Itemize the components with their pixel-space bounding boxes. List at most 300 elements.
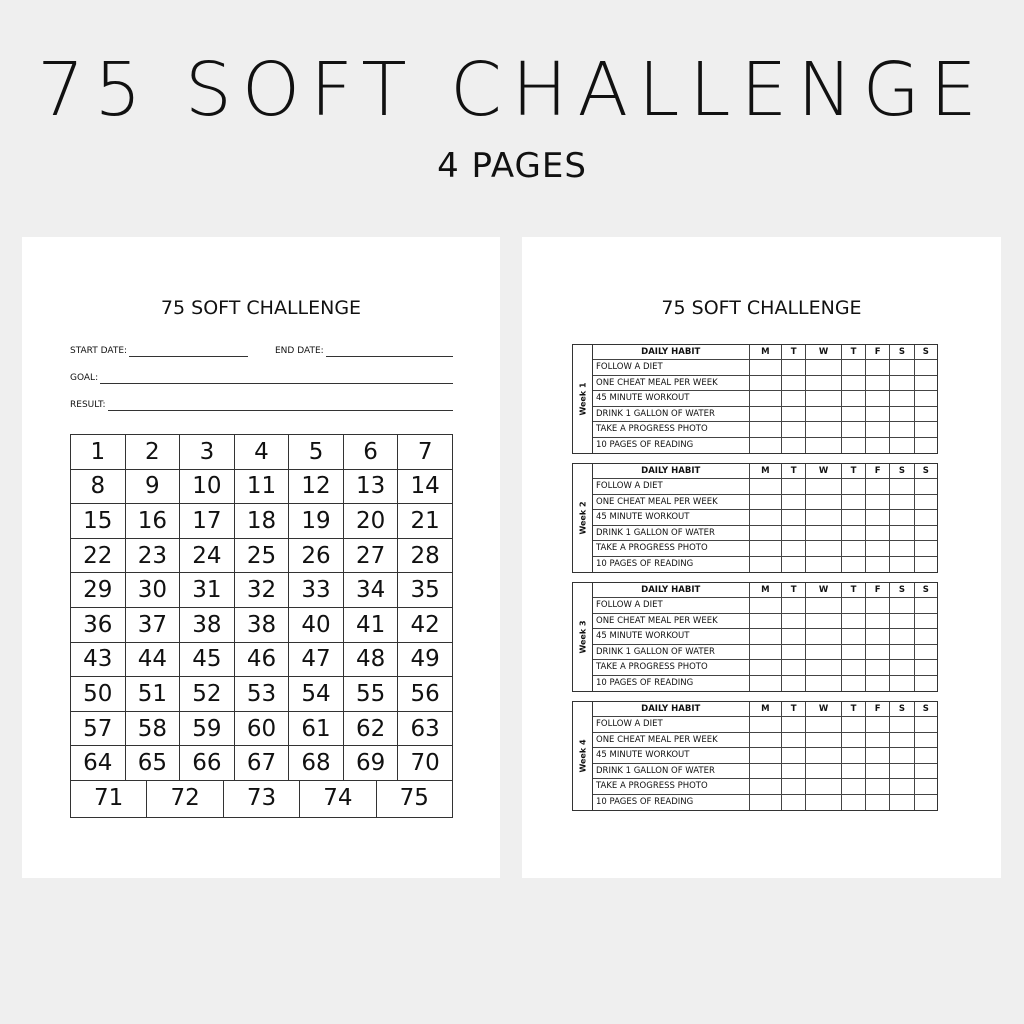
day-cell[interactable]: 60 bbox=[234, 711, 289, 746]
habit-check-cell[interactable] bbox=[782, 779, 806, 795]
day-cell[interactable]: 70 bbox=[398, 746, 453, 781]
habit-check-cell[interactable] bbox=[782, 598, 806, 614]
habit-check-cell[interactable] bbox=[806, 779, 842, 795]
day-cell[interactable]: 35 bbox=[398, 573, 453, 608]
day-header: F bbox=[866, 583, 890, 598]
goal-label: GOAL: bbox=[70, 373, 99, 383]
habit-check-cell[interactable] bbox=[749, 717, 782, 733]
week-label-column bbox=[573, 345, 593, 453]
day-cell[interactable]: 12 bbox=[289, 469, 344, 504]
habit-check-cell[interactable] bbox=[890, 556, 915, 572]
habit-check-cell[interactable] bbox=[841, 422, 865, 438]
habit-check-cell[interactable] bbox=[866, 675, 890, 691]
habit-check-cell[interactable] bbox=[806, 613, 842, 629]
habit-check-cell[interactable] bbox=[749, 779, 782, 795]
habit-check-cell[interactable] bbox=[914, 525, 937, 541]
habit-check-cell[interactable] bbox=[866, 629, 890, 645]
habit-check-cell[interactable] bbox=[890, 794, 915, 810]
habit-check-cell[interactable] bbox=[914, 675, 937, 691]
day-cell[interactable]: 49 bbox=[398, 642, 453, 677]
habit-check-cell[interactable] bbox=[890, 479, 915, 495]
habit-check-cell[interactable] bbox=[841, 494, 865, 510]
start-date-field[interactable] bbox=[70, 343, 248, 357]
day-cell[interactable]: 15 bbox=[71, 504, 126, 539]
habit-check-cell[interactable] bbox=[782, 437, 806, 453]
day-cell[interactable]: 69 bbox=[343, 746, 398, 781]
habit-check-cell[interactable] bbox=[841, 391, 865, 407]
day-cell[interactable]: 50 bbox=[71, 677, 126, 712]
habit-check-cell[interactable] bbox=[866, 794, 890, 810]
habit-table bbox=[593, 464, 937, 572]
day-cell[interactable]: 26 bbox=[289, 538, 344, 573]
habit-check-cell[interactable] bbox=[841, 779, 865, 795]
day-cell[interactable]: 62 bbox=[343, 711, 398, 746]
habit-check-cell[interactable] bbox=[914, 644, 937, 660]
habit-check-cell[interactable] bbox=[841, 510, 865, 526]
day-header: T bbox=[841, 583, 865, 598]
habit-check-cell[interactable] bbox=[841, 556, 865, 572]
habit-check-cell[interactable] bbox=[806, 437, 842, 453]
habit-check-cell[interactable] bbox=[841, 644, 865, 660]
habit-check-cell[interactable] bbox=[806, 629, 842, 645]
habit-check-cell[interactable] bbox=[782, 375, 806, 391]
habit-check-cell[interactable] bbox=[890, 360, 915, 376]
habit-check-cell[interactable] bbox=[806, 494, 842, 510]
day-cell[interactable]: 28 bbox=[398, 538, 453, 573]
habit-check-cell[interactable] bbox=[806, 510, 842, 526]
day-cell[interactable]: 58 bbox=[125, 711, 180, 746]
day-cell[interactable]: 45 bbox=[180, 642, 235, 677]
habit-check-cell[interactable] bbox=[806, 525, 842, 541]
habit-check-cell[interactable] bbox=[806, 375, 842, 391]
habit-check-cell[interactable] bbox=[890, 375, 915, 391]
week-table bbox=[572, 701, 938, 811]
day-cell[interactable]: 65 bbox=[125, 746, 180, 781]
habit-check-cell[interactable] bbox=[866, 613, 890, 629]
day-cell[interactable]: 63 bbox=[398, 711, 453, 746]
habit-check-cell[interactable] bbox=[866, 422, 890, 438]
day-cell[interactable]: 64 bbox=[71, 746, 126, 781]
habit-label: TAKE A PROGRESS PHOTO bbox=[593, 779, 749, 795]
habit-table bbox=[593, 345, 937, 453]
day-cell[interactable]: 32 bbox=[234, 573, 289, 608]
day-cell[interactable]: 3 bbox=[180, 435, 235, 470]
habit-check-cell[interactable] bbox=[890, 422, 915, 438]
daily-habit-header: DAILY HABIT bbox=[593, 702, 749, 717]
habit-check-cell[interactable] bbox=[914, 748, 937, 764]
habit-check-cell[interactable] bbox=[749, 660, 782, 676]
habit-check-cell[interactable] bbox=[782, 494, 806, 510]
week-label-column bbox=[573, 464, 593, 572]
habit-row bbox=[593, 598, 937, 614]
habit-check-cell[interactable] bbox=[749, 360, 782, 376]
day-cell[interactable]: 10 bbox=[180, 469, 235, 504]
day-cell[interactable]: 66 bbox=[180, 746, 235, 781]
habit-check-cell[interactable] bbox=[914, 406, 937, 422]
habit-check-cell[interactable] bbox=[806, 598, 842, 614]
habit-check-cell[interactable] bbox=[806, 541, 842, 557]
day-cell[interactable]: 38 bbox=[234, 607, 289, 642]
habit-check-cell[interactable] bbox=[841, 675, 865, 691]
habit-check-cell[interactable] bbox=[841, 613, 865, 629]
day-header: M bbox=[749, 464, 782, 479]
habit-check-cell[interactable] bbox=[866, 541, 890, 557]
habit-check-cell[interactable] bbox=[890, 644, 915, 660]
day-cell[interactable]: 20 bbox=[343, 504, 398, 539]
habit-label: FOLLOW A DIET bbox=[593, 717, 749, 733]
habit-check-cell[interactable] bbox=[841, 717, 865, 733]
habit-label: 45 MINUTE WORKOUT bbox=[593, 629, 749, 645]
day-cell[interactable]: 42 bbox=[398, 607, 453, 642]
habit-check-cell[interactable] bbox=[782, 717, 806, 733]
habit-check-cell[interactable] bbox=[866, 598, 890, 614]
habit-check-cell[interactable] bbox=[890, 660, 915, 676]
habit-check-cell[interactable] bbox=[890, 598, 915, 614]
week-label-column bbox=[573, 702, 593, 810]
habit-check-cell[interactable] bbox=[782, 613, 806, 629]
week-label: Week 4 bbox=[578, 739, 587, 773]
day-cell[interactable]: 19 bbox=[289, 504, 344, 539]
habit-check-cell[interactable] bbox=[782, 525, 806, 541]
habit-check-cell[interactable] bbox=[749, 494, 782, 510]
habit-check-cell[interactable] bbox=[866, 748, 890, 764]
habit-check-cell[interactable] bbox=[806, 644, 842, 660]
habit-check-cell[interactable] bbox=[866, 360, 890, 376]
habit-check-cell[interactable] bbox=[749, 510, 782, 526]
habit-check-cell[interactable] bbox=[749, 629, 782, 645]
habit-check-cell[interactable] bbox=[841, 437, 865, 453]
habit-row bbox=[593, 717, 937, 733]
day-header: T bbox=[782, 464, 806, 479]
habit-check-cell[interactable] bbox=[890, 779, 915, 795]
day-cell[interactable]: 27 bbox=[343, 538, 398, 573]
day-cell[interactable]: 61 bbox=[289, 711, 344, 746]
habit-check-cell[interactable] bbox=[806, 748, 842, 764]
habit-check-cell[interactable] bbox=[890, 732, 915, 748]
habit-check-cell[interactable] bbox=[866, 732, 890, 748]
day-header: M bbox=[749, 345, 782, 360]
habit-label: 45 MINUTE WORKOUT bbox=[593, 748, 749, 764]
day-header: F bbox=[866, 345, 890, 360]
day-cell[interactable]: 36 bbox=[71, 607, 126, 642]
goal-field[interactable] bbox=[70, 370, 453, 384]
habit-check-cell[interactable] bbox=[782, 391, 806, 407]
habit-check-cell[interactable] bbox=[806, 479, 842, 495]
day-cell[interactable]: 68 bbox=[289, 746, 344, 781]
habit-check-cell[interactable] bbox=[890, 763, 915, 779]
habit-check-cell[interactable] bbox=[806, 732, 842, 748]
habit-check-cell[interactable] bbox=[890, 541, 915, 557]
habit-check-cell[interactable] bbox=[914, 391, 937, 407]
habit-check-cell[interactable] bbox=[806, 422, 842, 438]
habit-check-cell[interactable] bbox=[749, 748, 782, 764]
day-cell[interactable]: 75 bbox=[376, 780, 452, 817]
habit-label: 10 PAGES OF READING bbox=[593, 794, 749, 810]
habit-check-cell[interactable] bbox=[866, 494, 890, 510]
end-date-field[interactable] bbox=[275, 343, 453, 357]
habit-check-cell[interactable] bbox=[890, 629, 915, 645]
day-cell[interactable]: 33 bbox=[289, 573, 344, 608]
habit-check-cell[interactable] bbox=[914, 779, 937, 795]
habit-check-cell[interactable] bbox=[782, 360, 806, 376]
habit-row bbox=[593, 479, 937, 495]
day-cell[interactable]: 44 bbox=[125, 642, 180, 677]
habit-check-cell[interactable] bbox=[890, 613, 915, 629]
habit-check-cell[interactable] bbox=[914, 629, 937, 645]
habit-check-cell[interactable] bbox=[841, 541, 865, 557]
tracker-page bbox=[22, 237, 500, 878]
habit-check-cell[interactable] bbox=[890, 748, 915, 764]
habit-check-cell[interactable] bbox=[782, 732, 806, 748]
habit-check-cell[interactable] bbox=[749, 644, 782, 660]
habit-check-cell[interactable] bbox=[782, 541, 806, 557]
habit-check-cell[interactable] bbox=[866, 644, 890, 660]
day-header: S bbox=[890, 345, 915, 360]
habit-check-cell[interactable] bbox=[914, 510, 937, 526]
day-cell[interactable]: 13 bbox=[343, 469, 398, 504]
day-cell[interactable]: 71 bbox=[71, 780, 147, 817]
habit-check-cell[interactable] bbox=[841, 748, 865, 764]
habit-check-cell[interactable] bbox=[914, 422, 937, 438]
day-cell[interactable]: 11 bbox=[234, 469, 289, 504]
day-cell[interactable]: 18 bbox=[234, 504, 289, 539]
day-cell[interactable]: 40 bbox=[289, 607, 344, 642]
day-cell[interactable]: 56 bbox=[398, 677, 453, 712]
habit-check-cell[interactable] bbox=[866, 406, 890, 422]
habit-check-cell[interactable] bbox=[914, 717, 937, 733]
habit-check-cell[interactable] bbox=[914, 494, 937, 510]
habit-check-cell[interactable] bbox=[890, 391, 915, 407]
week-label: Week 3 bbox=[578, 620, 587, 654]
day-grid-row bbox=[71, 573, 453, 608]
habit-check-cell[interactable] bbox=[914, 763, 937, 779]
day-cell[interactable]: 53 bbox=[234, 677, 289, 712]
day-cell[interactable]: 38 bbox=[180, 607, 235, 642]
habit-check-cell[interactable] bbox=[749, 541, 782, 557]
day-cell[interactable]: 52 bbox=[180, 677, 235, 712]
habit-check-cell[interactable] bbox=[841, 732, 865, 748]
habit-row bbox=[593, 556, 937, 572]
habit-check-cell[interactable] bbox=[749, 613, 782, 629]
habit-check-cell[interactable] bbox=[841, 660, 865, 676]
habit-check-cell[interactable] bbox=[806, 675, 842, 691]
habit-check-cell[interactable] bbox=[866, 391, 890, 407]
day-cell[interactable]: 67 bbox=[234, 746, 289, 781]
habit-check-cell[interactable] bbox=[749, 422, 782, 438]
habit-check-cell[interactable] bbox=[782, 510, 806, 526]
day-cell[interactable]: 31 bbox=[180, 573, 235, 608]
habit-check-cell[interactable] bbox=[866, 763, 890, 779]
day-grid-row bbox=[71, 677, 453, 712]
day-cell[interactable]: 74 bbox=[300, 780, 376, 817]
habit-check-cell[interactable] bbox=[890, 437, 915, 453]
habit-check-cell[interactable] bbox=[782, 629, 806, 645]
day-cell[interactable]: 7 bbox=[398, 435, 453, 470]
habit-check-cell[interactable] bbox=[749, 763, 782, 779]
habit-check-cell[interactable] bbox=[782, 763, 806, 779]
habit-label: DRINK 1 GALLON OF WATER bbox=[593, 525, 749, 541]
day-cell[interactable]: 73 bbox=[223, 780, 299, 817]
habit-check-cell[interactable] bbox=[806, 556, 842, 572]
habit-check-cell[interactable] bbox=[806, 406, 842, 422]
day-cell[interactable]: 24 bbox=[180, 538, 235, 573]
habit-check-cell[interactable] bbox=[866, 479, 890, 495]
week-table bbox=[572, 344, 938, 454]
habit-check-cell[interactable] bbox=[914, 556, 937, 572]
habit-check-cell[interactable] bbox=[914, 437, 937, 453]
habit-check-cell[interactable] bbox=[841, 406, 865, 422]
habit-row bbox=[593, 675, 937, 691]
day-cell[interactable]: 6 bbox=[343, 435, 398, 470]
habit-check-cell[interactable] bbox=[749, 406, 782, 422]
habit-check-cell[interactable] bbox=[782, 660, 806, 676]
habit-check-cell[interactable] bbox=[890, 675, 915, 691]
habit-check-cell[interactable] bbox=[890, 494, 915, 510]
day-cell[interactable]: 48 bbox=[343, 642, 398, 677]
day-cell[interactable]: 30 bbox=[125, 573, 180, 608]
habit-check-cell[interactable] bbox=[782, 422, 806, 438]
habit-check-cell[interactable] bbox=[890, 525, 915, 541]
start-date-line[interactable] bbox=[129, 347, 248, 357]
habit-check-cell[interactable] bbox=[866, 437, 890, 453]
day-header: M bbox=[749, 583, 782, 598]
habit-check-cell[interactable] bbox=[841, 598, 865, 614]
day-cell[interactable]: 72 bbox=[147, 780, 223, 817]
end-date-label: END DATE: bbox=[275, 346, 324, 356]
habit-row bbox=[593, 525, 937, 541]
habit-check-cell[interactable] bbox=[841, 360, 865, 376]
habit-check-cell[interactable] bbox=[841, 763, 865, 779]
day-cell[interactable]: 1 bbox=[71, 435, 126, 470]
habit-check-cell[interactable] bbox=[749, 437, 782, 453]
main-title: 75 SOFT CHALLENGE bbox=[37, 47, 987, 133]
day-cell[interactable]: 14 bbox=[398, 469, 453, 504]
habit-check-cell[interactable] bbox=[841, 479, 865, 495]
habit-table bbox=[593, 702, 937, 810]
habit-check-cell[interactable] bbox=[782, 748, 806, 764]
habit-check-cell[interactable] bbox=[806, 794, 842, 810]
habit-check-cell[interactable] bbox=[890, 510, 915, 526]
day-cell[interactable]: 57 bbox=[71, 711, 126, 746]
habit-check-cell[interactable] bbox=[914, 598, 937, 614]
day-header: S bbox=[890, 702, 915, 717]
habit-check-cell[interactable] bbox=[890, 717, 915, 733]
habit-check-cell[interactable] bbox=[749, 675, 782, 691]
habit-check-cell[interactable] bbox=[914, 479, 937, 495]
result-line[interactable] bbox=[108, 401, 453, 411]
day-cell[interactable]: 51 bbox=[125, 677, 180, 712]
day-cell[interactable]: 37 bbox=[125, 607, 180, 642]
goal-line[interactable] bbox=[100, 374, 453, 384]
habit-check-cell[interactable] bbox=[782, 794, 806, 810]
habit-check-cell[interactable] bbox=[806, 360, 842, 376]
habit-check-cell[interactable] bbox=[914, 732, 937, 748]
day-cell[interactable]: 47 bbox=[289, 642, 344, 677]
day-cell[interactable]: 55 bbox=[343, 677, 398, 712]
day-cell[interactable]: 29 bbox=[71, 573, 126, 608]
day-cell[interactable]: 16 bbox=[125, 504, 180, 539]
habit-label: ONE CHEAT MEAL PER WEEK bbox=[593, 613, 749, 629]
day-grid-last-row bbox=[70, 780, 453, 818]
day-cell[interactable]: 9 bbox=[125, 469, 180, 504]
habit-check-cell[interactable] bbox=[866, 717, 890, 733]
day-cell[interactable]: 17 bbox=[180, 504, 235, 539]
weekly-habit-page bbox=[522, 237, 1001, 878]
habit-check-cell[interactable] bbox=[841, 375, 865, 391]
habit-check-cell[interactable] bbox=[866, 525, 890, 541]
habit-check-cell[interactable] bbox=[749, 598, 782, 614]
habit-check-cell[interactable] bbox=[749, 556, 782, 572]
subtitle: 4 PAGES bbox=[437, 146, 587, 186]
habit-check-cell[interactable] bbox=[914, 794, 937, 810]
habit-check-cell[interactable] bbox=[841, 525, 865, 541]
habit-check-cell[interactable] bbox=[749, 391, 782, 407]
habit-check-cell[interactable] bbox=[866, 375, 890, 391]
habit-check-cell[interactable] bbox=[866, 779, 890, 795]
habit-check-cell[interactable] bbox=[841, 629, 865, 645]
habit-check-cell[interactable] bbox=[806, 660, 842, 676]
habit-check-cell[interactable] bbox=[782, 406, 806, 422]
day-cell[interactable]: 22 bbox=[71, 538, 126, 573]
habit-check-cell[interactable] bbox=[914, 660, 937, 676]
day-cell[interactable]: 46 bbox=[234, 642, 289, 677]
day-cell[interactable]: 4 bbox=[234, 435, 289, 470]
end-date-line[interactable] bbox=[326, 347, 453, 357]
day-cell[interactable]: 34 bbox=[343, 573, 398, 608]
day-cell[interactable]: 54 bbox=[289, 677, 344, 712]
habit-check-cell[interactable] bbox=[749, 375, 782, 391]
habit-check-cell[interactable] bbox=[866, 510, 890, 526]
day-cell[interactable]: 59 bbox=[180, 711, 235, 746]
habit-check-cell[interactable] bbox=[890, 406, 915, 422]
habit-header-row bbox=[593, 583, 937, 598]
habit-row bbox=[593, 763, 937, 779]
habit-check-cell[interactable] bbox=[749, 525, 782, 541]
habit-check-cell[interactable] bbox=[782, 644, 806, 660]
habit-check-cell[interactable] bbox=[806, 391, 842, 407]
habit-check-cell[interactable] bbox=[806, 763, 842, 779]
habit-check-cell[interactable] bbox=[914, 375, 937, 391]
habit-check-cell[interactable] bbox=[914, 541, 937, 557]
habit-check-cell[interactable] bbox=[782, 675, 806, 691]
day-cell[interactable]: 25 bbox=[234, 538, 289, 573]
habit-check-cell[interactable] bbox=[782, 556, 806, 572]
result-field[interactable] bbox=[70, 397, 453, 411]
habit-check-cell[interactable] bbox=[914, 360, 937, 376]
day-cell[interactable]: 23 bbox=[125, 538, 180, 573]
habit-check-cell[interactable] bbox=[841, 794, 865, 810]
habit-check-cell[interactable] bbox=[806, 717, 842, 733]
habit-row bbox=[593, 510, 937, 526]
day-cell[interactable]: 8 bbox=[71, 469, 126, 504]
week-table bbox=[572, 582, 938, 692]
habit-check-cell[interactable] bbox=[749, 794, 782, 810]
day-cell[interactable]: 43 bbox=[71, 642, 126, 677]
day-cell[interactable]: 41 bbox=[343, 607, 398, 642]
day-cell[interactable]: 2 bbox=[125, 435, 180, 470]
day-header: M bbox=[749, 702, 782, 717]
habit-check-cell[interactable] bbox=[866, 556, 890, 572]
habit-row bbox=[593, 779, 937, 795]
habit-check-cell[interactable] bbox=[866, 660, 890, 676]
day-grid-row bbox=[71, 746, 453, 781]
habit-check-cell[interactable] bbox=[782, 479, 806, 495]
day-cell[interactable]: 5 bbox=[289, 435, 344, 470]
habit-check-cell[interactable] bbox=[914, 613, 937, 629]
habit-check-cell[interactable] bbox=[749, 732, 782, 748]
habit-check-cell[interactable] bbox=[749, 479, 782, 495]
day-cell[interactable]: 21 bbox=[398, 504, 453, 539]
